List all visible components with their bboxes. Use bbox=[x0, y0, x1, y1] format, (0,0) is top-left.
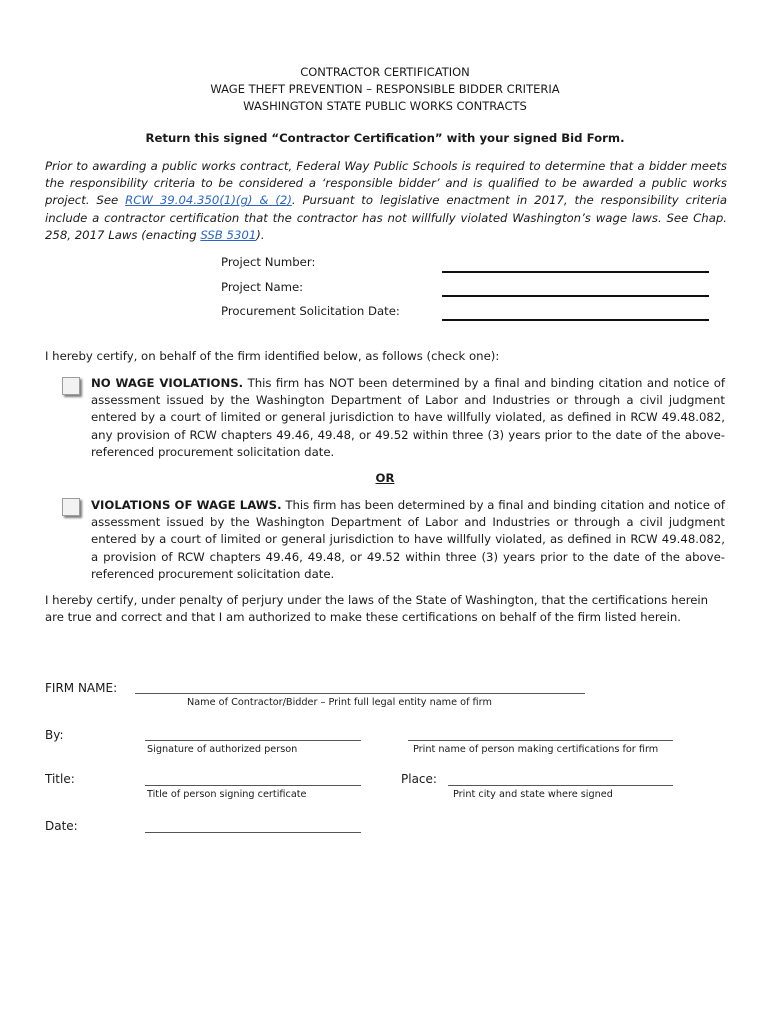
place-label: Place: bbox=[401, 772, 437, 786]
or-separator: OR bbox=[375, 471, 395, 485]
perjury-statement: I hereby certify, under penalty of perjury under the laws of the State of Washington, that the certifications herein are true and correct and that I am authorized to make these certifications on behalf of the firm listed herein. bbox=[45, 593, 709, 625]
wage-violations-checkbox[interactable] bbox=[62, 498, 80, 516]
project-name-label: Project Name: bbox=[221, 280, 304, 294]
place-field[interactable] bbox=[448, 785, 673, 786]
form-title: CONTRACTOR CERTIFICATION bbox=[300, 65, 470, 79]
by-label: By: bbox=[45, 728, 64, 742]
return-instruction: Return this signed “Contractor Certification” with your signed Bid Form. bbox=[145, 131, 625, 145]
rcw-link[interactable]: RCW 39.04.350(1)(g) & (2) bbox=[125, 193, 292, 208]
project-number-field[interactable] bbox=[442, 271, 709, 273]
ssb-link[interactable]: SSB 5301 bbox=[200, 227, 257, 242]
solicitation-date-label: Procurement Solicitation Date: bbox=[221, 304, 400, 318]
no-wage-violations-checkbox[interactable] bbox=[62, 377, 80, 395]
signature-field[interactable] bbox=[145, 740, 361, 741]
intro-text-3: ). bbox=[256, 227, 265, 242]
firm-name-caption: Name of Contractor/Bidder – Print full legal entity name of firm bbox=[187, 697, 492, 708]
print-name-caption: Print name of person making certifications for firm bbox=[413, 744, 659, 755]
option1-heading: NO WAGE VIOLATIONS. bbox=[91, 376, 244, 390]
project-number-label: Project Number: bbox=[221, 255, 316, 269]
option-violations bbox=[91, 497, 725, 583]
date-field[interactable] bbox=[145, 832, 361, 833]
signature-caption: Signature of authorized person bbox=[147, 744, 298, 755]
certify-intro: I hereby certify, on behalf of the firm identified below, as follows (check one): bbox=[45, 349, 500, 363]
intro-text: Prior to awarding a public works contract, Federal Way Public Schools is required to determine that a bidder meets the responsibility criteria to be considered a ‘responsible bidder’ and is qualified to be awarded a public works project. See bbox=[45, 159, 727, 208]
project-name-field[interactable] bbox=[442, 295, 709, 297]
place-caption: Print city and state where signed bbox=[453, 789, 613, 800]
title-label: Title: bbox=[45, 772, 75, 786]
solicitation-date-field[interactable] bbox=[442, 319, 709, 321]
option-no-violations bbox=[91, 375, 725, 461]
title-caption: Title of person signing certificate bbox=[147, 789, 307, 800]
option2-heading: VIOLATIONS OF WAGE LAWS. bbox=[91, 498, 282, 512]
date-label: Date: bbox=[45, 819, 78, 833]
print-name-field[interactable] bbox=[408, 740, 673, 741]
title-field[interactable] bbox=[145, 785, 361, 786]
intro-paragraph bbox=[45, 158, 727, 244]
form-subtitle: WAGE THEFT PREVENTION – RESPONSIBLE BIDDER CRITERIA bbox=[210, 82, 560, 96]
intro-text-2: . Pursuant to legislative enactment in 2017, the responsibility criteria include a contractor certification that the contractor has not willfully violated Washington’s wage laws. See Chap. 258, 2017 Laws (enacting bbox=[45, 193, 727, 242]
firm-name-field[interactable] bbox=[135, 693, 585, 694]
firm-name-label: FIRM NAME: bbox=[45, 681, 118, 695]
option1-text: This firm has NOT been determined by a final and binding citation and notice of assessment issued by the Washington Department of Labor and Industries or through a civil judgment entered by a court of limited or general jurisdiction to have willfully violated, as defined in RCW 49.48.082, any provision of RCW chapters 49.46, 49.48, or 49.52 within three (3) years prior to the date of the above-referenced procurement solicitation date. bbox=[91, 376, 725, 459]
form-subtitle-2: WASHINGTON STATE PUBLIC WORKS CONTRACTS bbox=[243, 99, 527, 113]
option2-text: This firm has been determined by a final and binding citation and notice of assessment issued by the Washington Department of Labor and Industries or through a civil judgment entered by a court of limited or general jurisdiction to have willfully violated, as defined in RCW 49.48.082, a provision of RCW chapters 49.46, 49.48, or 49.52 within three (3) years prior to the date of the above-referenced procurement solicitation date. bbox=[91, 498, 725, 581]
